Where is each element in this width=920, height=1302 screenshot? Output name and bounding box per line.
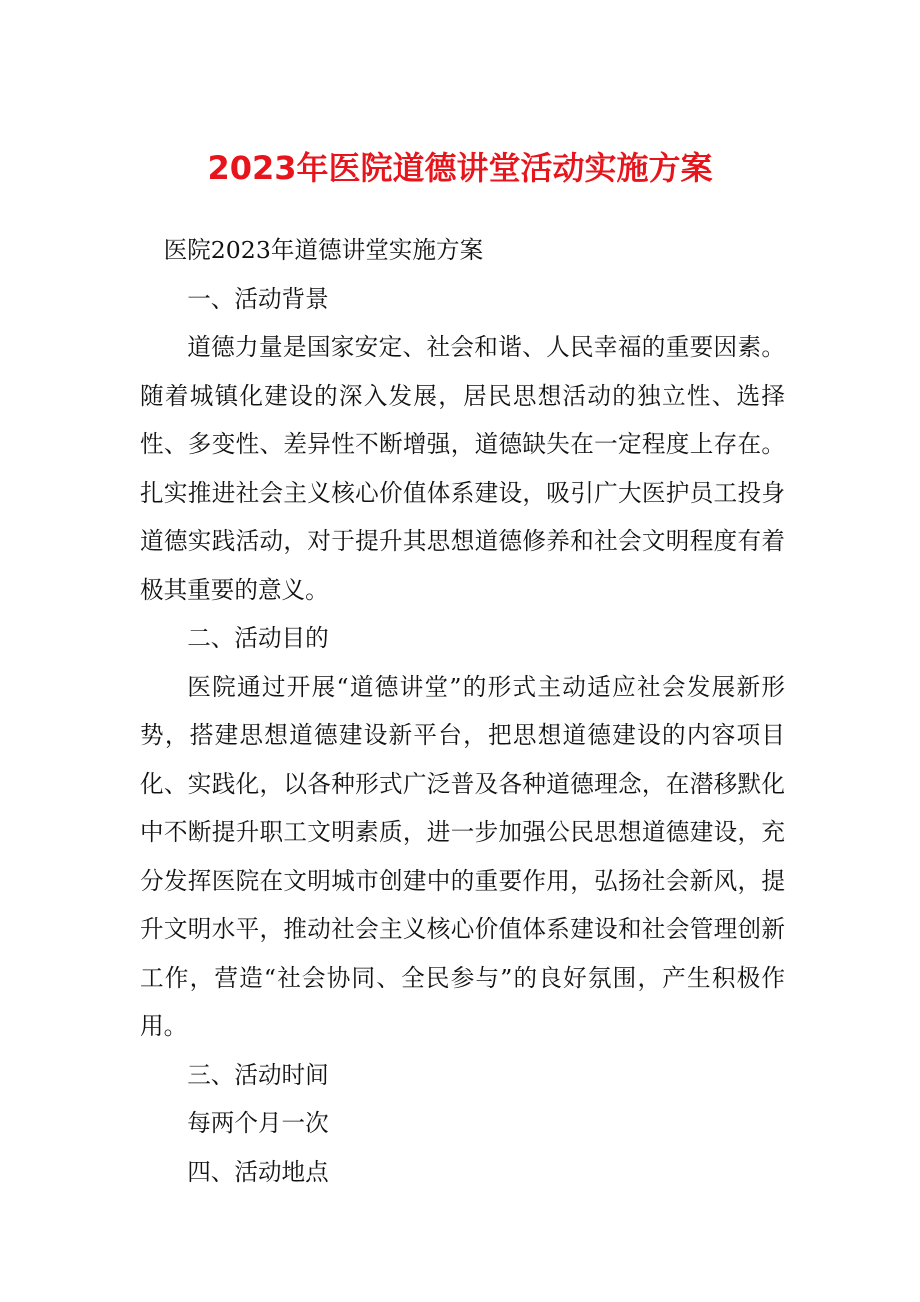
- section-body-background: 道德力量是国家安定、社会和谐、人民幸福的重要因素。随着城镇化建设的深入发展，居民思想活动的独立性、选择性、多变性、差异性不断增强，道德缺失在一定程度上存在。扎实推进社会主义核心价值体系建设，吸引广大医护员工投身道德实践活动，对于提升其思想道德修养和社会文明程度有着极其重要的意义。: [140, 333, 785, 604]
- section-heading-purpose: 二、活动目的: [187, 624, 329, 652]
- section-heading-background: 一、活动背景: [187, 284, 329, 313]
- section-body-time: 每两个月一次: [187, 1109, 329, 1137]
- section-body-purpose: 医院通过开展“道德讲堂”的形式主动适应社会发展新形势，搭建思想道德建设新平台，把思想道德建设的内容项目化、实践化，以各种形式广泛普及各种道德理念，在潜移默化中不断提升职工文明素质，进一步加强公民思想道德建设，充分发挥医院在文明城市创建中的重要作用，弘扬社会新风，提升文明水平，推动社会主义核心价值体系建设和社会管理创新工作，营造“社会协同、全民参与”的良好氛围，产生积极作用。: [140, 672, 785, 1040]
- document-body: [140, 226, 785, 1196]
- document-title: 2023年医院道德讲堂活动实施方案: [207, 149, 713, 187]
- document-subtitle: 医院2023年道德讲堂实施方案: [163, 236, 484, 264]
- section-heading-time: 三、活动时间: [187, 1060, 329, 1089]
- section-heading-location: 四、活动地点: [187, 1157, 329, 1186]
